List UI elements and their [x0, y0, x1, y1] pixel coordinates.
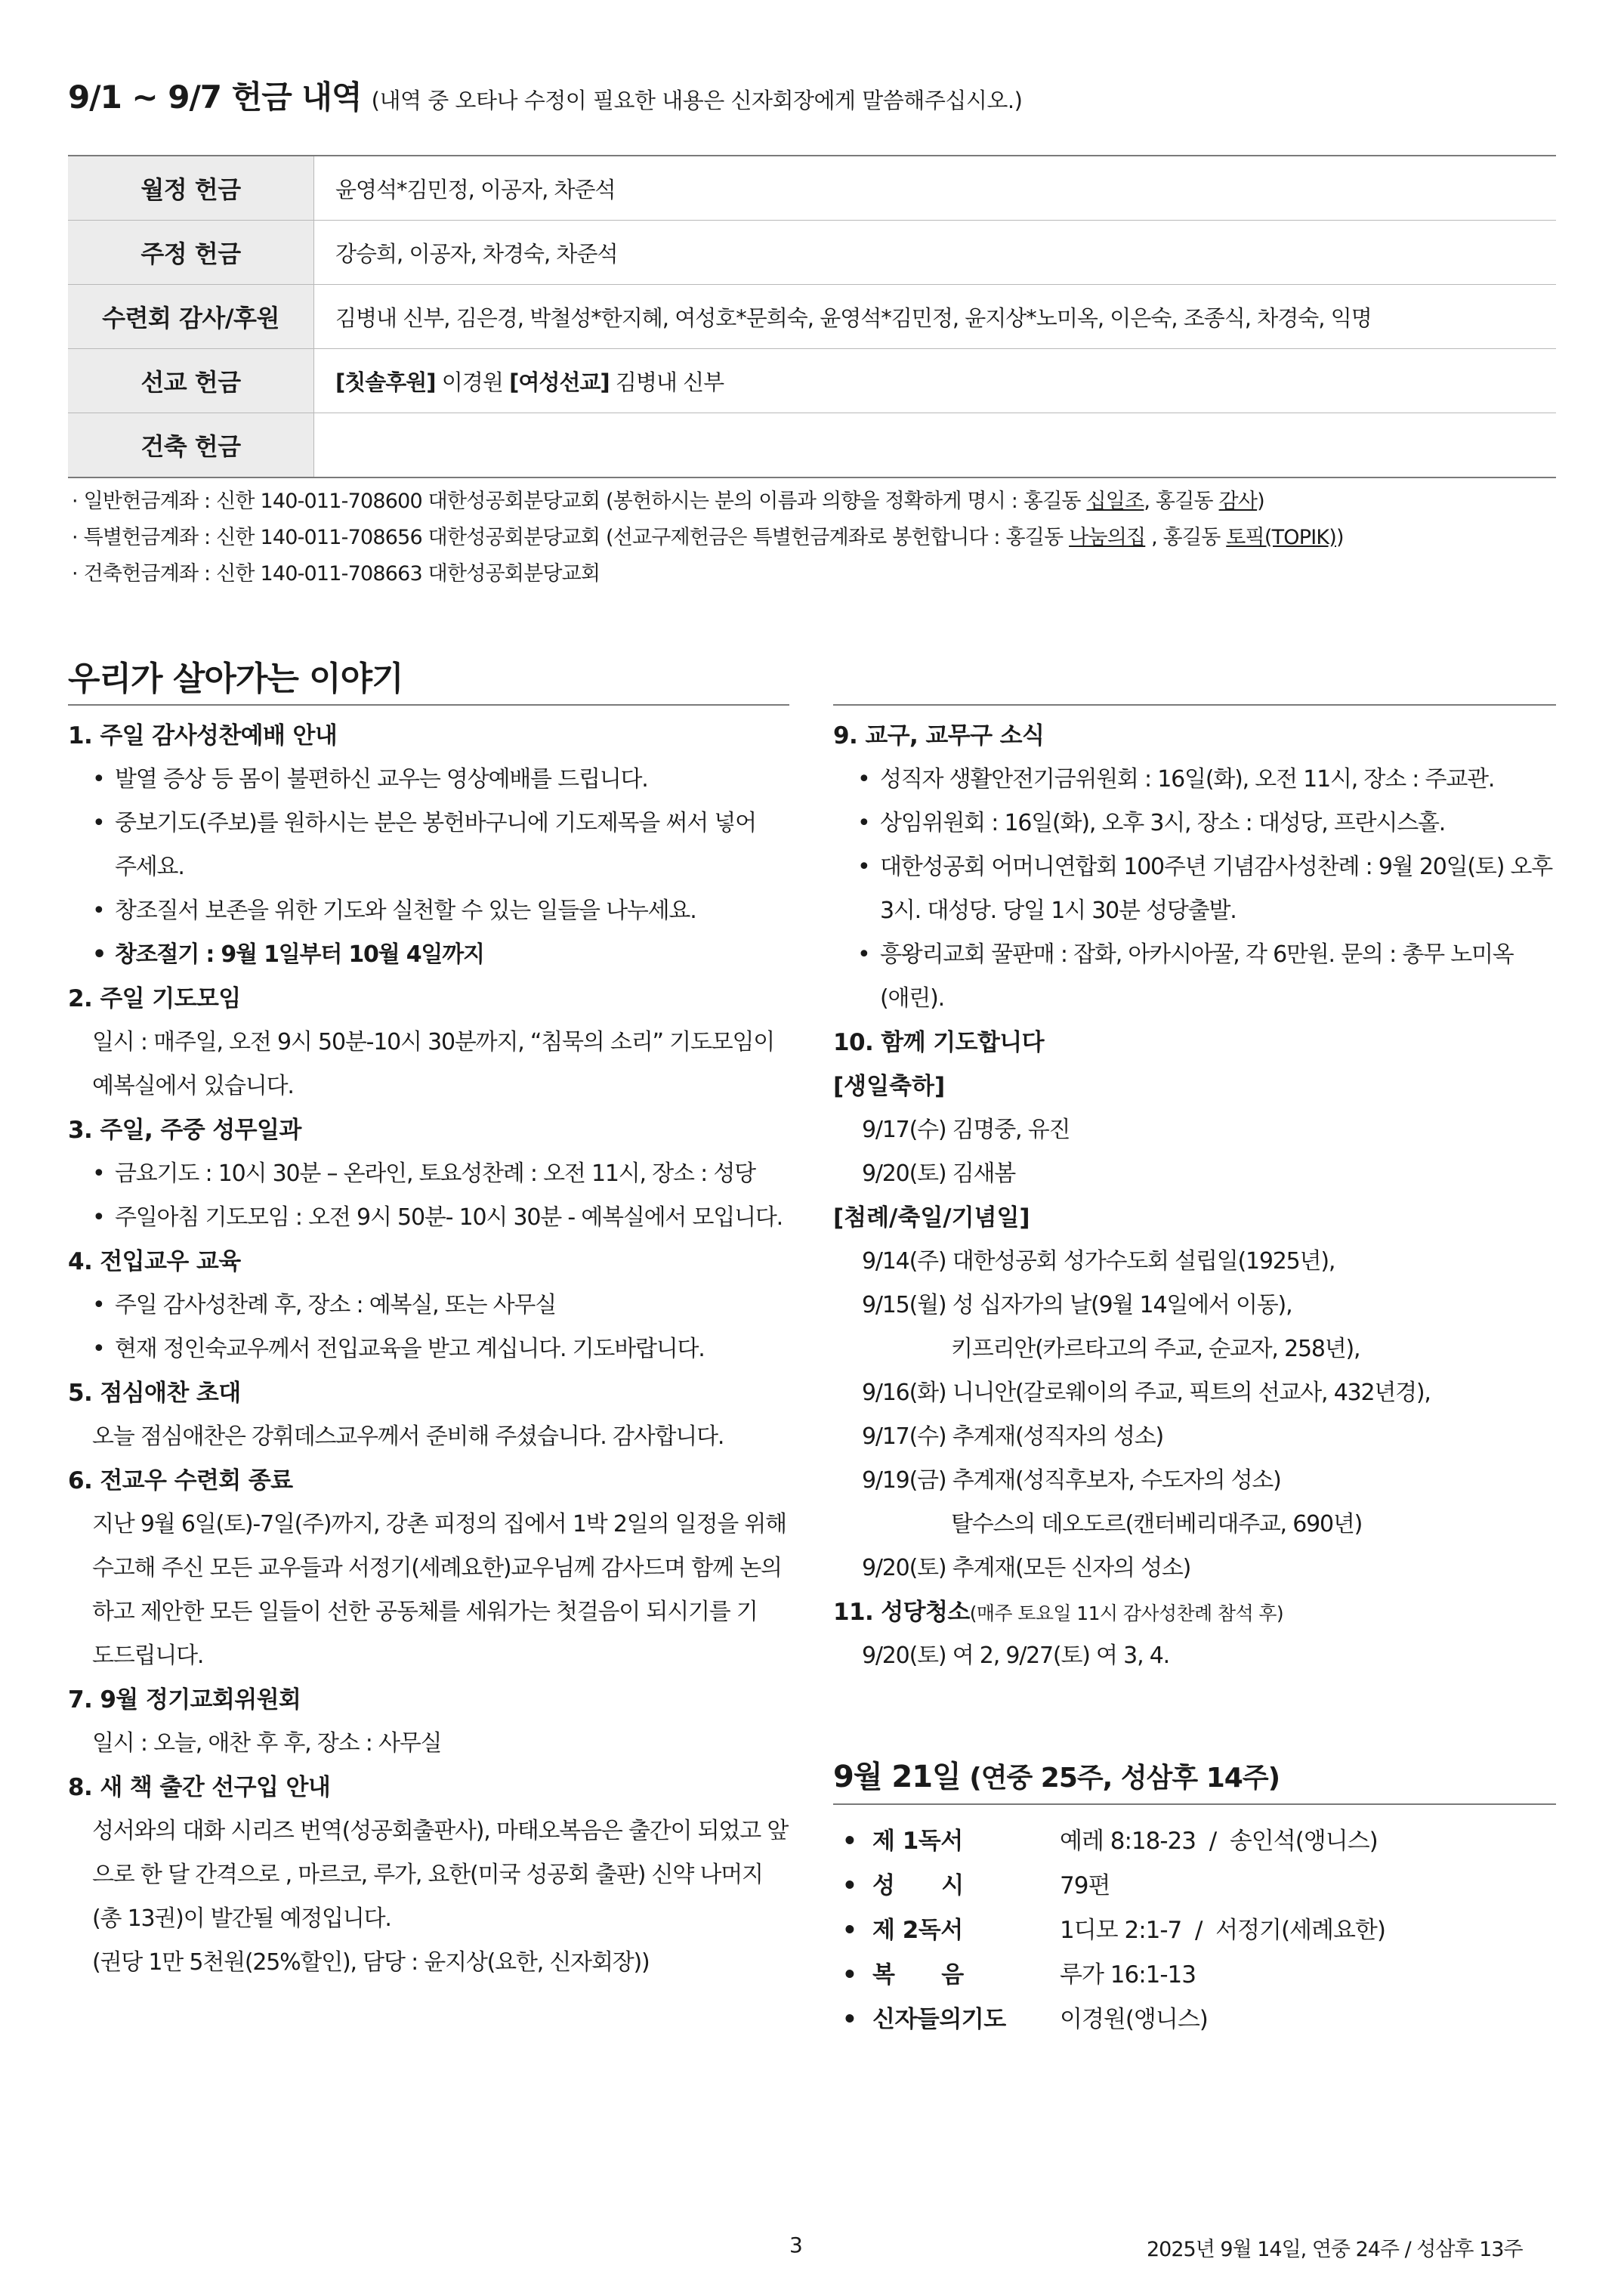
text-line: 오늘 점심애찬은 강휘데스교우께서 준비해 주셨습니다. 감사합니다. — [92, 1423, 724, 1450]
account-special: · 특별헌금계좌 : 신한 140-011-708656 대한성공회분당교회 (선교구제헌금은 특별헌금계좌로 봉헌합니다 : 홍길동 나눔의집 , 홍길동 토픽(TOPIK)) — [72, 526, 1344, 549]
reading-row — [842, 1998, 1385, 2042]
section-title: 2. 주일 기도모임 — [68, 985, 241, 1012]
section-title: 5. 점심애찬 초대 — [68, 1380, 241, 1407]
list-item: • 금요기도 : 10시 30분 – 온라인, 토요성찬례 : 오전 11시, 장소 : 성당 — [68, 1152, 793, 1196]
reading-value: 이경원(앵니스) — [1060, 2006, 1208, 2033]
reading-value: 루가 16:1-13 — [1060, 1961, 1196, 1989]
bullet: • — [842, 2006, 857, 2033]
bullet: • — [842, 1961, 857, 1989]
section-title: 1. 주일 감사성찬예배 안내 — [68, 722, 338, 749]
feast-heading: [첨례/축일/기념일] — [833, 1204, 1030, 1231]
offering-row-building — [68, 413, 1556, 478]
divider — [68, 704, 789, 706]
section-title: 8. 새 책 출간 선구입 안내 — [68, 1774, 331, 1801]
text-line: 하고 제안한 모든 일들이 선한 공동체를 세워가는 첫걸음이 되시기를 기 — [92, 1599, 758, 1625]
offering-label: 주정 헌금 — [68, 221, 314, 284]
offering-value: 윤영석*김민정, 이공자, 차준석 — [335, 176, 616, 202]
list-item: • 현재 정인숙교우께서 전입교육을 받고 계십니다. 기도바랍니다. — [68, 1327, 793, 1371]
text-line: 성서와의 대화 시리즈 번역(성공회출판사), 마태오복음은 출간이 되었고 앞 — [92, 1818, 789, 1844]
reading-label: 신자들의기도 — [872, 2006, 1006, 2033]
offering-heading: 9/1 ~ 9/7 헌금 내역 — [68, 79, 362, 116]
section-title: 6. 전교우 수련회 종료 — [68, 1467, 293, 1494]
left-column — [68, 714, 793, 1985]
list-item: • 상임위원회 : 16일(화), 오후 3시, 장소 : 대성당, 프란시스홀. — [833, 802, 1558, 845]
cleaning-note: (매주 토요일 11시 감사성찬례 참석 후) — [969, 1602, 1284, 1624]
feast-item: 9/17(수) 추계재(성직자의 성소) — [862, 1423, 1164, 1450]
footer-date: 2025년 9월 14일, 연중 24주 / 성삼후 13주 — [1147, 2238, 1523, 2261]
divider — [833, 704, 1556, 706]
feast-item: 키프리안(카르타고의 주교, 순교자, 258년), — [951, 1336, 1360, 1362]
reading-row — [842, 1864, 1385, 1908]
section-title: 3. 주일, 주중 성무일과 — [68, 1117, 301, 1144]
feast-item: 9/20(토) 추계재(모든 신자의 성소) — [862, 1555, 1191, 1581]
bullet: • — [842, 1917, 857, 1944]
offering-label: 선교 헌금 — [68, 349, 314, 413]
list-item-continued: 3시. 대성당. 당일 1시 30분 성당출발. — [880, 898, 1237, 924]
account-list — [72, 484, 1344, 592]
list-item: • 주일아침 기도모임 : 오전 9시 50분- 10시 30분 - 예복실에서 모입니다. — [68, 1196, 793, 1240]
section-title: 4. 전입교우 교육 — [68, 1248, 241, 1275]
offering-value — [314, 413, 1556, 477]
section-title: 10. 함께 기도합니다 — [833, 1029, 1044, 1056]
account-building: · 건축헌금계좌 : 신한 140-011-708663 대한성공회분당교회 — [72, 562, 601, 586]
birthday-item: 9/17(수) 김명중, 유진 — [862, 1117, 1070, 1143]
text-line: 으로 한 달 간격으로 , 마르코, 루가, 요한(미국 성공회 출판) 신약 나머지 — [92, 1862, 763, 1888]
offering-title — [68, 73, 1022, 118]
list-item: • 대한성공회 어머니연합회 100주년 기념감사성찬례 : 9월 20일(토) 오후 — [833, 845, 1558, 889]
reading-value: 79편 — [1060, 1872, 1110, 1899]
reading-row — [842, 1953, 1385, 1998]
reading-value: 1디모 2:1-7 / 서정기(세례요한) — [1060, 1917, 1385, 1944]
offering-row-weekly — [68, 221, 1556, 285]
list-item-continued: (애린). — [880, 985, 944, 1012]
offering-note: (내역 중 오타나 수정이 필요한 내용은 신자회장에게 말씀해주십시오.) — [371, 88, 1023, 113]
text-line: 수고해 주신 모든 교우들과 서정기(세례요한)교우님께 감사드며 함께 논의 — [92, 1555, 782, 1581]
reading-label: 제 2독서 — [872, 1917, 963, 1944]
offering-label: 수련회 감사/후원 — [68, 285, 314, 348]
list-item: • 주일 감사성찬례 후, 장소 : 예복실, 또는 사무실 — [68, 1284, 793, 1327]
section-title: 7. 9월 정기교회위원회 — [68, 1686, 301, 1714]
mission-tag: [칫솔후원] — [335, 369, 436, 395]
offering-row-retreat — [68, 285, 1556, 349]
feast-item: 탈수스의 데오도르(캔터베리대주교, 690년) — [951, 1511, 1363, 1537]
reading-row — [842, 1908, 1385, 1953]
right-column — [833, 714, 1558, 1678]
feast-item: 9/14(주) 대한성공회 성가수도회 설립일(1925년), — [862, 1248, 1335, 1275]
list-item: • 흥왕리교회 꿀판매 : 잡화, 아카시아꿀, 각 6만원. 문의 : 총무 노미옥 — [833, 933, 1558, 977]
offering-row-mission — [68, 349, 1556, 413]
section-title — [833, 1590, 1558, 1634]
birthday-item: 9/20(토) 김새봄 — [862, 1160, 1016, 1187]
text-line: 예복실에서 있습니다. — [92, 1073, 294, 1099]
reading-label: 성 시 — [872, 1872, 964, 1899]
offering-label: 건축 헌금 — [68, 413, 314, 477]
cleaning-title: 11. 성당청소 — [833, 1599, 970, 1626]
text-line: 일시 : 오늘, 애찬 후 후, 장소 : 사무실 — [92, 1730, 442, 1757]
section-title: 9. 교구, 교무구 소식 — [833, 722, 1045, 749]
offering-value: 김병내 신부, 김은경, 박철성*한지혜, 여성호*문희숙, 윤영석*김민정, 윤지상*노미옥, 이은숙, 조종식, 차경숙, 익명 — [335, 304, 1372, 331]
list-item: • 창조질서 보존을 위한 기도와 실천할 수 있는 일들을 나누세요. — [68, 889, 793, 933]
text-line: (권당 1만 5천원(25%할인), 담당 : 윤지상(요한, 신자회장)) — [92, 1949, 650, 1976]
bullet: • — [842, 1828, 857, 1855]
reading-label: 제 1독서 — [872, 1828, 963, 1855]
offering-table — [68, 155, 1556, 478]
offering-value — [314, 349, 1556, 413]
offering-row-monthly — [68, 155, 1556, 221]
text-line: 일시 : 매주일, 오전 9시 50분-10시 30분까지, “침묵의 소리” 기도모임이 — [92, 1029, 775, 1055]
readings-date: 9월 21일 — [833, 1760, 961, 1794]
bullet: • — [842, 1872, 857, 1899]
list-item: • 성직자 생활안전기금위원회 : 16일(화), 오전 11시, 장소 : 주교관. — [833, 758, 1558, 802]
mission-donor: 김병내 신부 — [609, 369, 724, 395]
text-line: 지난 9월 6일(토)-7일(주)까지, 강촌 피정의 집에서 1박 2일의 일정을 위해 — [92, 1511, 786, 1537]
text-line: (총 13권)이 발간될 예정입니다. — [92, 1905, 391, 1932]
page-number: 3 — [789, 2233, 803, 2257]
feast-item: 9/16(화) 니니안(갈로웨이의 주교, 픽트의 선교사, 432년경), — [862, 1380, 1431, 1406]
account-general: · 일반헌금계좌 : 신한 140-011-708600 대한성공회분당교회 (봉헌하시는 분의 이름과 의향을 정확하게 명시 : 홍길동 십일조, 홍길동 감사) — [72, 490, 1264, 513]
mission-donor: 이경원 — [435, 369, 510, 395]
divider — [833, 1803, 1556, 1805]
readings-title — [833, 1753, 1280, 1796]
list-item-continued: 주세요. — [115, 854, 184, 880]
list-item-highlight: • 창조절기 : 9월 1일부터 10월 4일까지 — [68, 933, 793, 977]
birthday-heading: [생일축하] — [833, 1073, 946, 1100]
mission-tag: [여성선교] — [509, 369, 610, 395]
news-heading: 우리가 살아가는 이야기 — [68, 660, 403, 698]
readings-list — [842, 1819, 1385, 2042]
readings-subtitle: (연중 25주, 성삼후 14주) — [960, 1763, 1280, 1794]
reading-label: 복 음 — [872, 1961, 964, 1989]
reading-value: 예레 8:18-23 / 송인석(앵니스) — [1060, 1828, 1378, 1855]
list-item: • 중보기도(주보)를 원하시는 분은 봉헌바구니에 기도제목을 써서 넣어 — [68, 802, 793, 845]
feast-item: 9/19(금) 추계재(성직후보자, 수도자의 성소) — [862, 1467, 1281, 1494]
offering-label: 월정 헌금 — [68, 156, 314, 220]
offering-value: 강승희, 이공자, 차경숙, 차준석 — [335, 240, 618, 267]
text-line: 9/20(토) 여 2, 9/27(토) 여 3, 4. — [862, 1642, 1169, 1669]
text-line: 도드립니다. — [92, 1642, 204, 1669]
feast-item: 9/15(월) 성 십자가의 날(9월 14일에서 이동), — [862, 1292, 1292, 1318]
reading-row — [842, 1819, 1385, 1864]
list-item: • 발열 증상 등 몸이 불편하신 교우는 영상예배를 드립니다. — [68, 758, 793, 802]
